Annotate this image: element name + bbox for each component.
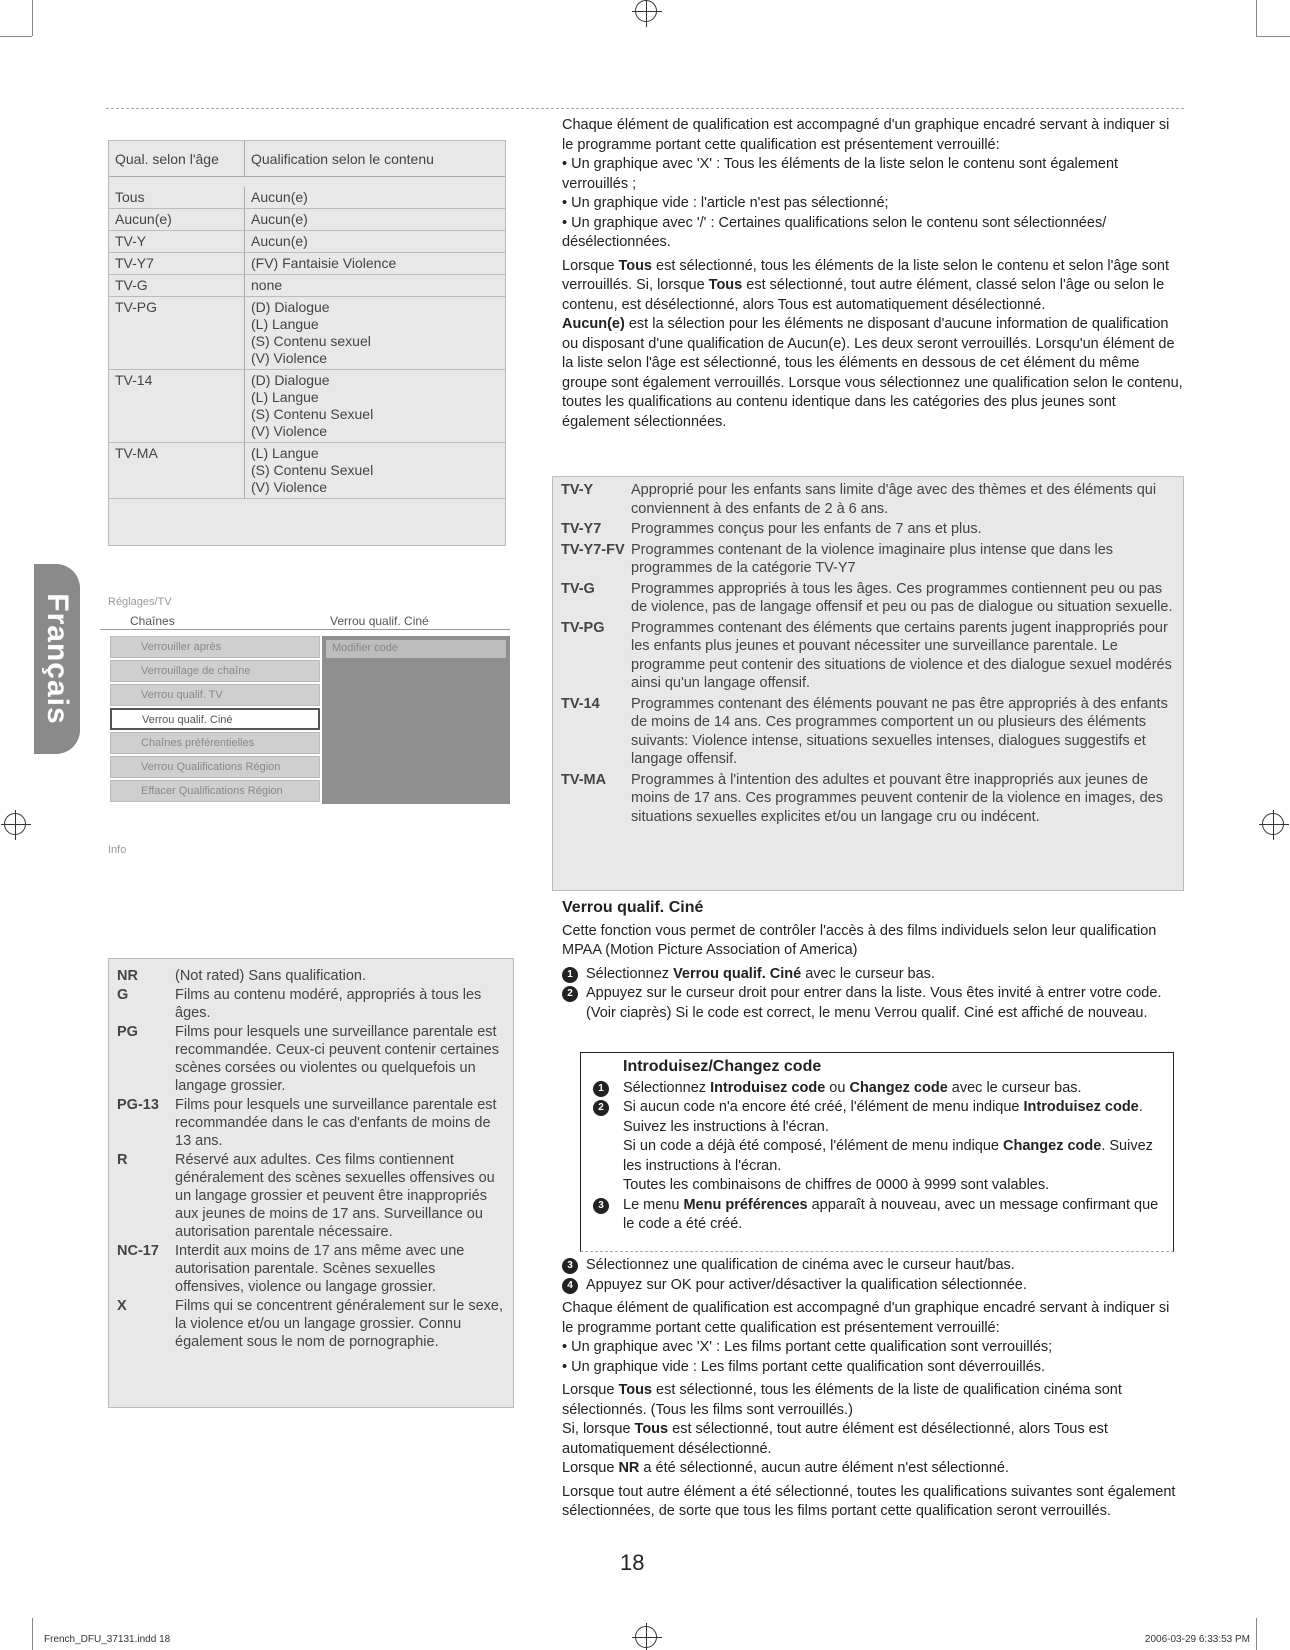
content-rating-value: Aucun(e) [251, 211, 308, 227]
table-row [109, 231, 505, 253]
rating-code: TV-14 [561, 695, 600, 712]
menu-right-header: Verrou qualif. Ciné [330, 614, 429, 628]
rating-description: Programmes conçus pour les enfants de 7 ans et plus. [631, 521, 982, 537]
code-step-1: 1 Sélectionnez Introduisez code ou Changez code avec le curseur bas. [593, 1079, 1163, 1099]
after-paragraph: Lorsque NR a été sélectionné, aucun autre élément n'est sélectionné. [562, 1460, 1009, 1476]
rating-code: TV-MA [561, 771, 607, 788]
rating-code: TV-Y7 [561, 521, 602, 537]
rating-code: TV-G [561, 580, 595, 597]
breadcrumb: Réglages/TV [108, 596, 172, 608]
age-rating-cell: Tous [115, 189, 145, 205]
definition-row [117, 1297, 505, 1351]
age-content-rating-table [108, 140, 506, 546]
rating-code: PG-13 [117, 1097, 159, 1113]
definition-row [117, 1096, 505, 1150]
content-rating-cell [244, 443, 505, 498]
section-title: Verrou qualif. Ciné [562, 899, 704, 916]
registration-mark-icon [4, 813, 26, 835]
intro-bullet: • Un graphique avec 'X' : Tous les éléments de la liste selon le contenu sont également verrouillés ; [562, 156, 1119, 192]
rating-code: X [117, 1298, 127, 1314]
tv-menu-screenshot [100, 596, 510, 856]
header-rule [106, 108, 1184, 109]
crop-mark [32, 0, 33, 36]
after-bullet: • Un graphique vide : Les films portant cette qualification sont déverrouillés. [562, 1358, 1046, 1375]
rating-description: Programmes contenant de la violence imaginaire plus intense que dans les programmes de la catégorie TV-Y7 [631, 541, 1114, 576]
side-tab-label: Français [41, 593, 74, 725]
intro-paragraph: Aucun(e) est la sélection pour les éléments ne disposant d'aucune information de qualification ou disposant d'une qualification de Aucun(e). Les deux seront verrouillés. Lorsqu'un élément de la liste selon l'âge est sélectionné, tous les éléments en dessous de cet élément du même groupe sont également verrouillés. Lorsque vous sélectionnez une qualification selon le contenu, toutes les qualifications au contenu identique dans les catégories des plus jeunes sont également sélectionnées. [562, 316, 1183, 430]
definition-row [561, 481, 1175, 518]
table-row [109, 275, 505, 297]
age-rating-cell: Aucun(e) [115, 211, 172, 227]
registration-mark-icon [1262, 813, 1284, 835]
after-paragraph: Lorsque Tous est sélectionné, tous les éléments de la liste de qualification cinéma sont sélectionnés. (Tous les films sont verrouillés.) [562, 1382, 1122, 1418]
rating-code: NR [117, 968, 138, 984]
table-row [109, 253, 505, 275]
content-rating-cell [244, 370, 505, 442]
rating-description: Programmes contenant des éléments pouvant ne pas être appropriés à des enfants de moins de 14 ans. Ces programmes comportent un ou plusieurs des éléments suivants: Violence intense, situations sexuelles intenses, dialogues suggestifs et langage offensif. [631, 695, 1168, 767]
age-rating-cell: TV-Y [115, 233, 147, 249]
intro-text [562, 116, 1184, 436]
definition-row [117, 1242, 505, 1296]
crop-mark [1256, 1618, 1257, 1650]
definition-row [117, 986, 505, 1022]
age-rating-cell: TV-14 [115, 372, 153, 388]
crop-mark [32, 1618, 33, 1650]
step-1: 1 Sélectionnez Verrou qualif. Ciné avec le curseur bas. [562, 965, 1184, 985]
mpaa-definitions-box [108, 958, 514, 1408]
age-rating-cell: TV-G [115, 277, 148, 293]
crop-mark [0, 36, 32, 37]
content-rating-value: (L) Langue [251, 445, 319, 461]
rating-code: TV-Y7-FV [561, 541, 625, 558]
intro-bullet: • Un graphique vide : l'article n'est pas sélectionné; [562, 195, 889, 211]
rating-description: Films pour lesquels une surveillance parentale est recommandée dans le cas d'enfants de moins de 13 ans. [175, 1097, 497, 1149]
menu-item[interactable]: Effacer Qualifications Région [110, 780, 320, 802]
after-paragraph: Chaque élément de qualification est accompagné d'un graphique encadré servant à indiquer si le programme portant cette qualification est présentement verrouillé: [562, 1300, 1170, 1336]
definition-row [117, 967, 505, 985]
rating-description: Films qui se concentrent généralement sur le sexe, la violence et/ou un langage grossier. Connu également sous le nom de pornographie. [175, 1298, 504, 1350]
intro-paragraph: Lorsque Tous est sélectionné, tous les éléments de la liste selon le contenu et selon l'âge sont verrouillés. Si, lorsque Tous est sélectionné, tout autre élément, classé selon l'âge ou selon le contenu, est désélectionné, alors Tous est automatiquement désélectionné. [562, 257, 1170, 313]
rating-description: Réservé aux adultes. Ces films contiennent généralement des scènes sexuelles offensives ou un langage grossier et peuvent être inappropriés aux jeunes de moins de 17 ans. Surveillance ou autorisation parentale nécessaire. [175, 1152, 495, 1240]
footer-filename: French_DFU_37131.indd 18 [44, 1634, 171, 1645]
rating-description: Films pour lesquels une surveillance parentale est recommandée. Ceux-ci peuvent contenir certaines scènes corsées ou violentes ou quelquefois un langage grossier. [175, 1024, 499, 1094]
rating-code: R [117, 1152, 128, 1168]
definition-row [561, 580, 1175, 617]
rating-description: (Not rated) Sans qualification. [175, 968, 367, 984]
menu-item[interactable]: Verrou qualif. TV [110, 684, 320, 706]
language-side-tab [34, 564, 80, 754]
table-row [109, 443, 505, 499]
tv-rating-definitions-box [552, 476, 1184, 891]
content-rating-cell [244, 209, 505, 230]
menu-item[interactable]: Verrouillage de chaîne [110, 660, 320, 682]
definition-row [561, 541, 1175, 578]
intro-paragraph: Chaque élément de qualification est accompagné d'un graphique encadré servant à indiquer si le programme portant cette qualification est présentement verrouillé: [562, 117, 1170, 153]
registration-mark-icon [635, 0, 657, 22]
after-paragraph: Si, lorsque Tous est sélectionné, tout autre élément est désélectionné, alors Tous est automatiquement désélectionné. [562, 1421, 1108, 1457]
section-description: Cette fonction vous permet de contrôler l'accès à des films individuels selon leur qualification MPAA (Motion Picture Association of America) [562, 922, 1157, 958]
content-rating-value: (D) Dialogue [251, 372, 330, 388]
definition-row [117, 1023, 505, 1095]
age-rating-cell: TV-PG [115, 299, 158, 315]
rating-code: NC-17 [117, 1243, 159, 1259]
content-rating-value: (L) Langue [251, 316, 319, 332]
content-rating-value: none [251, 277, 283, 293]
rating-description: Programmes contenant des éléments que certains parents jugent inappropriés pour les enfants plus jeunes et pouvant nécessiter une surveillance parentale. Le programme peut contenir des situations de violence et des dialogue sexuel modérés ainsi qu'un langage offensif. [631, 619, 1172, 691]
table-row [109, 297, 505, 370]
code-step-2: 2 Si aucun code n'a encore été créé, l'élément de menu indique Introduisez code. Suivez les instructions à l'écran. Si un code a déjà été composé, l'élément de menu indique Changez code. Suivez les instructions à l'écran. Toutes les combinaisons de chiffres de 0000 à 9999 sont valables. [593, 1098, 1163, 1196]
submenu-panel [322, 636, 510, 804]
content-rating-value: (L) Langue [251, 389, 319, 405]
code-box-title: Introduisez/Changez code [623, 1058, 822, 1075]
menu-item[interactable]: Verrou qualif. Ciné [110, 708, 320, 730]
after-code-text [562, 1256, 1184, 1526]
content-rating-cell [244, 297, 505, 369]
intro-bullet: • Un graphique avec '/' : Certaines qualifications selon le contenu sont sélectionnées/ désélectionnées. [562, 214, 1107, 250]
definition-row [561, 520, 1175, 539]
content-rating-value: (S) Contenu Sexuel [251, 406, 374, 422]
step-3: 3 Sélectionnez une qualification de cinéma avec le curseur haut/bas. [562, 1256, 1184, 1276]
rating-description: Films au contenu modéré, appropriés à tous les âges. [175, 987, 482, 1021]
content-rating-value: (D) Dialogue [251, 299, 330, 315]
content-rating-cell [244, 187, 505, 208]
after-paragraph: Lorsque tout autre élément a été sélectionné, toutes les qualifications suivantes sont également sélectionnées, de sorte que tous les films portant cette qualification seront verrouillés. [562, 1483, 1176, 1519]
content-rating-cell [244, 253, 505, 274]
code-step-3: 3 Le menu Menu préférences apparaît à nouveau, avec un message confirmant que le code a été créé. [593, 1196, 1163, 1235]
content-rating-cell [244, 231, 505, 252]
table-header-age: Qual. selon l'âge [115, 151, 219, 167]
crop-mark [1256, 0, 1257, 36]
content-rating-value: (FV) Fantaisie Violence [251, 255, 397, 271]
cine-lock-section [562, 898, 1184, 1023]
menu-item[interactable]: Verrouiller après [110, 636, 320, 658]
rating-code: G [117, 987, 129, 1003]
age-rating-cell: TV-Y7 [115, 255, 154, 271]
rating-description: Interdit aux moins de 17 ans même avec une autorisation parentale. Scènes sexuelles offensives, violence ou langage grossier. [175, 1243, 465, 1295]
content-rating-value: (S) Contenu Sexuel [251, 462, 374, 478]
info-label: Info [108, 844, 127, 856]
table-header-content: Qualification selon le contenu [244, 141, 505, 176]
age-rating-cell: TV-MA [115, 445, 158, 461]
table-row [109, 370, 505, 443]
step-4: 4 Appuyez sur OK pour activer/désactiver la qualification sélectionnée. [562, 1276, 1184, 1296]
content-rating-value: (S) Contenu sexuel [251, 333, 371, 349]
rating-description: Approprié pour les enfants sans limite d'âge avec des thèmes et des éléments qui conviennent à des enfants de 2 à 6 ans. [631, 482, 1157, 517]
submenu-item[interactable]: Modifier code [326, 640, 506, 658]
content-rating-value: Aucun(e) [251, 233, 308, 249]
definition-row [561, 619, 1175, 693]
footer-timestamp: 2006-03-29 6:33:53 PM [1144, 1634, 1250, 1645]
menu-item[interactable]: Chaînes préférentielles [110, 732, 320, 754]
content-rating-cell [244, 275, 505, 296]
table-row [109, 209, 505, 231]
definition-row [117, 1151, 505, 1241]
table-row [109, 187, 505, 209]
content-rating-value: (V) Violence [251, 479, 328, 495]
menu-left-header: Chaînes [130, 614, 175, 628]
rating-code: TV-Y [561, 482, 594, 498]
content-rating-value: (V) Violence [251, 350, 328, 366]
content-rating-value: Aucun(e) [251, 189, 308, 205]
content-rating-value: (V) Violence [251, 423, 328, 439]
step-2: 2 Appuyez sur le curseur droit pour entrer dans la liste. Vous êtes invité à entrer votre code. (Voir ciaprès) Si le code est correct, le menu Verrou qualif. Ciné est affiché de nouveau. [562, 984, 1184, 1023]
menu-item[interactable]: Verrou Qualifications Région [110, 756, 320, 778]
rating-code: TV-PG [561, 619, 605, 636]
rating-description: Programmes à l'intention des adultes et pouvant être inappropriés aux jeunes de moins de 17 ans. Ces programmes peuvent contenir de la violence en images, des situations sexuelles explicites et/ou un langage cru ou indécent. [631, 771, 1163, 825]
rating-code: PG [117, 1024, 138, 1040]
page-number: 18 [620, 1550, 645, 1575]
registration-mark-icon [635, 1626, 657, 1648]
rating-description: Programmes appropriés à tous les âges. Ces programmes contiennent peu ou pas de violence, pas de langage offensif et peu ou pas de dialogue ou situation sexuelle. [631, 580, 1173, 615]
definition-row [561, 771, 1175, 827]
crop-mark [1256, 36, 1290, 37]
after-bullet: • Un graphique avec 'X' : Les films portant cette qualification sont verrouillés; [562, 1339, 1053, 1355]
definition-row [561, 695, 1175, 769]
code-entry-box [580, 1052, 1174, 1252]
